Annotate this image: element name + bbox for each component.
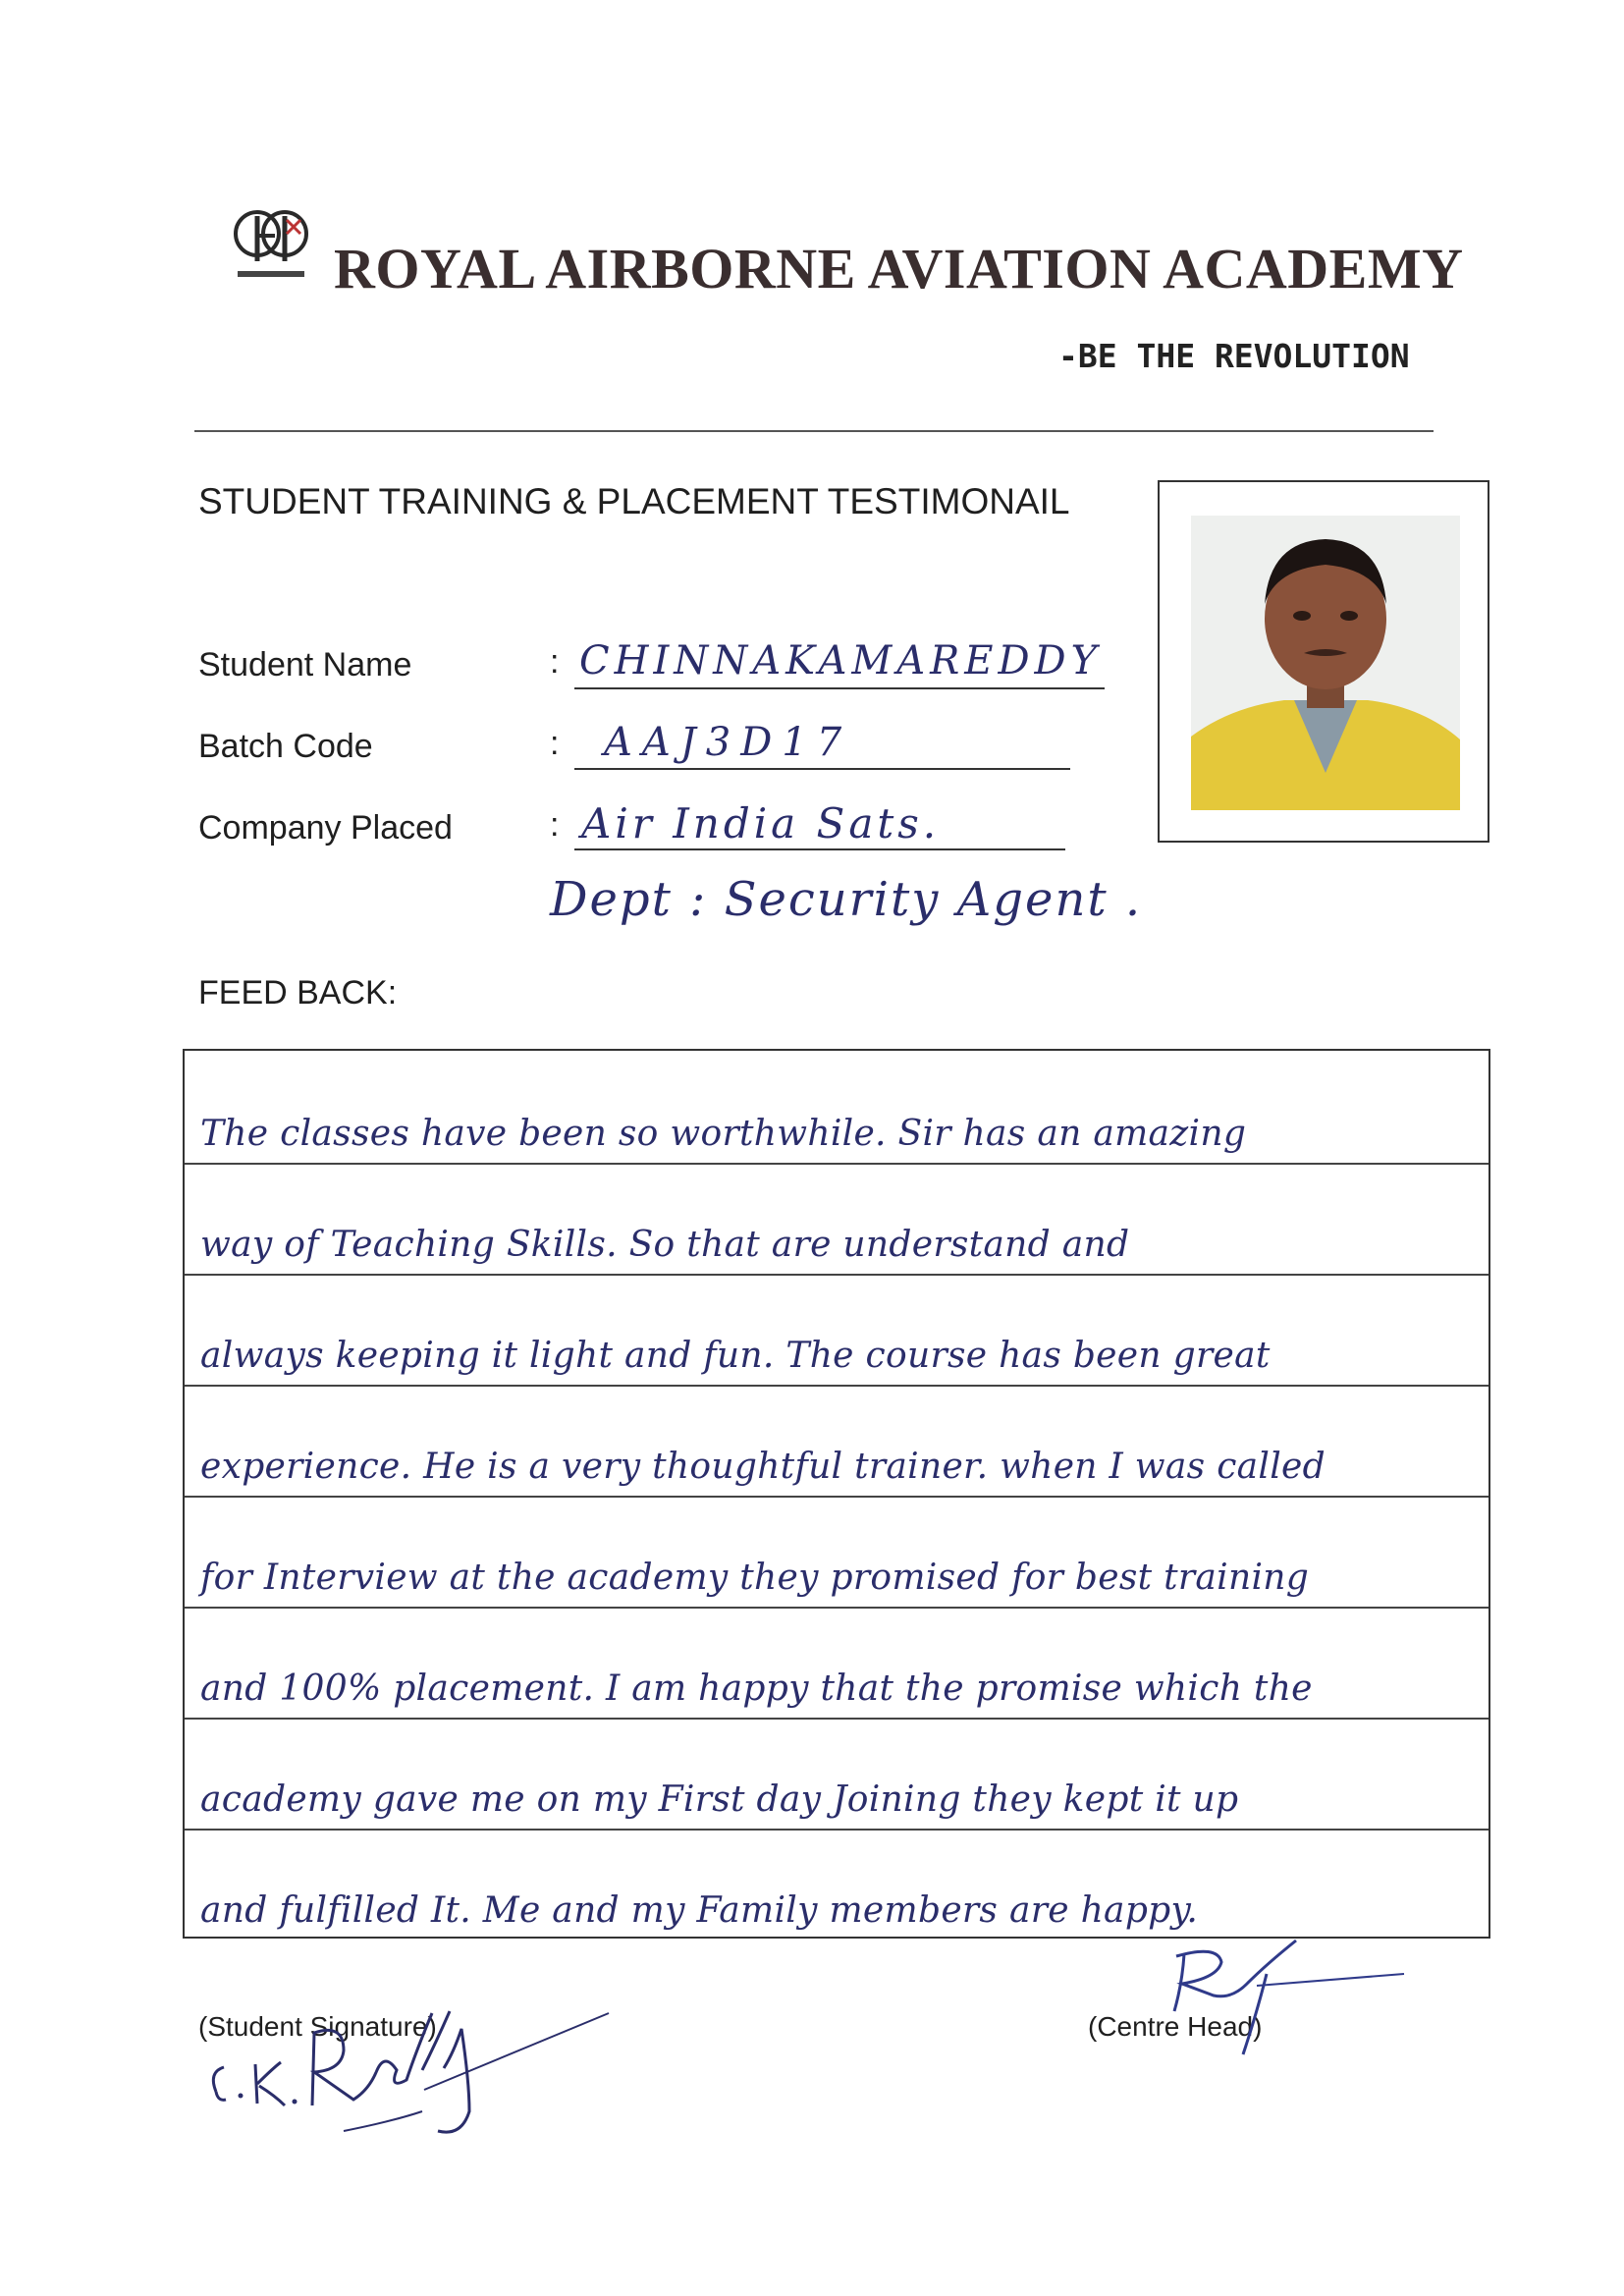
student-signature-label: (Student Signature) — [198, 2011, 437, 2042]
feedback-line: and 100% placement. I am happy that the promise which the — [200, 1668, 1313, 1709]
feedback-label: FEED BACK: — [198, 974, 398, 1011]
header-divider — [194, 430, 1434, 432]
feedback-line: way of Teaching Skills. So that are understand and — [200, 1225, 1130, 1265]
feedback-rule — [185, 1718, 1489, 1720]
academy-tagline: -BE THE REVOLUTION — [1058, 337, 1410, 375]
academy-logo — [228, 202, 314, 285]
feedback-rule — [185, 1274, 1489, 1276]
feedback-rule — [185, 1496, 1489, 1498]
academy-title: ROYAL AIRBORNE AVIATION ACADEMY — [334, 237, 1464, 301]
form-title: STUDENT TRAINING & PLACEMENT TESTIMONAIL — [198, 481, 1070, 521]
batch-code-label: Batch Code — [198, 728, 373, 765]
student-signature — [196, 1974, 628, 2151]
feedback-line: academy gave me on my First day Joining they kept it up — [200, 1779, 1239, 1820]
feedback-line: and fulfilled It. Me and my Family members are happy. — [200, 1890, 1199, 1931]
centre-head-signature — [1159, 1935, 1424, 2062]
student-photo — [1191, 516, 1460, 810]
company-placed-line — [574, 848, 1065, 850]
batch-code-value: AAJ3D17 — [604, 720, 852, 765]
department-note: Dept : Security Agent . — [550, 872, 1143, 927]
student-name-value: CHINNAKAMAREDDY — [579, 638, 1103, 683]
feedback-line: always keeping it light and fun. The course has been great — [200, 1336, 1271, 1376]
company-placed-label: Company Placed — [198, 809, 453, 847]
student-name-label: Student Name — [198, 646, 412, 683]
feedback-rule — [185, 1607, 1489, 1609]
feedback-line: The classes have been so worthwhile. Sir has an amazing — [200, 1114, 1247, 1154]
feedback-rule — [185, 1163, 1489, 1165]
student-name-line — [574, 687, 1105, 689]
feedback-box — [183, 1049, 1490, 1939]
student-photo-frame — [1158, 480, 1489, 843]
company-placed-colon: : — [550, 806, 560, 844]
student-name-colon: : — [550, 643, 560, 681]
feedback-line: experience. He is a very thoughtful trainer. when I was called — [200, 1447, 1326, 1487]
feedback-line: for Interview at the academy they promised for best training — [200, 1558, 1310, 1598]
feedback-rule — [185, 1829, 1489, 1831]
batch-code-line — [574, 768, 1070, 770]
batch-code-colon: : — [550, 725, 560, 762]
centre-head-label: (Centre Head) — [1088, 2011, 1263, 2042]
feedback-rule — [185, 1385, 1489, 1387]
company-placed-value: Air India Sats. — [581, 799, 941, 847]
